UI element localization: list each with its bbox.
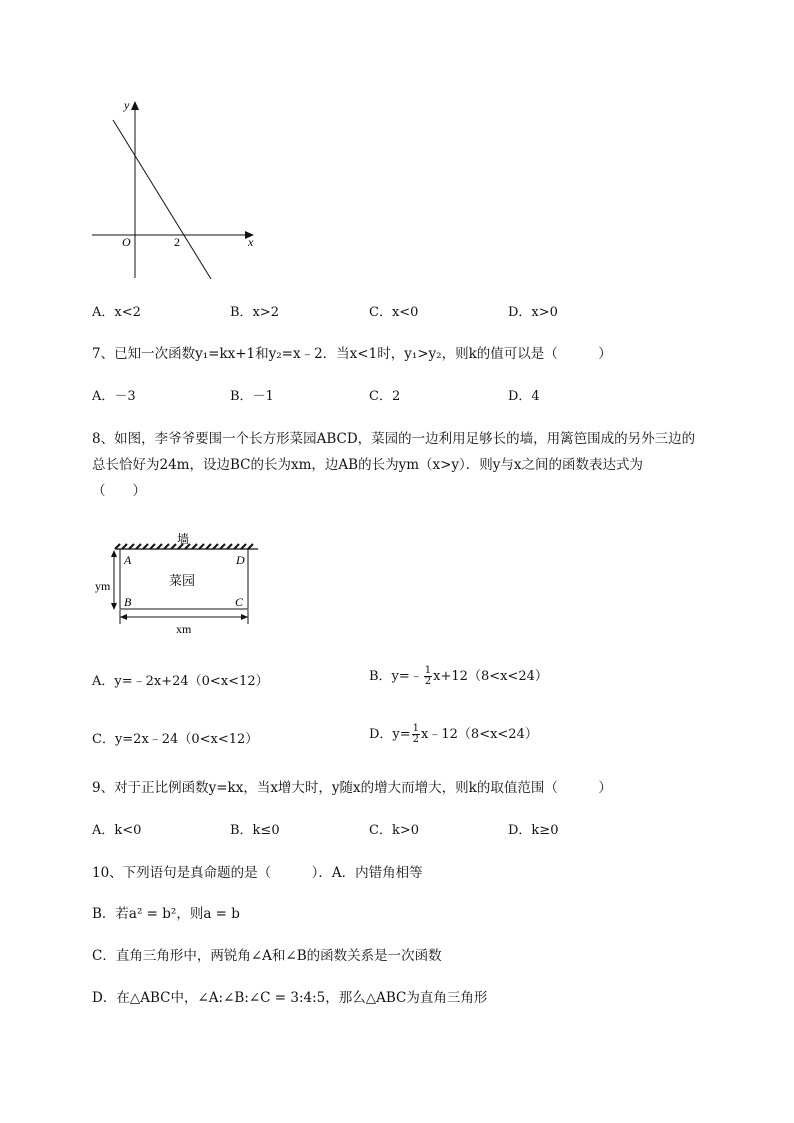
- x-length-label: xm: [176, 622, 192, 636]
- function-line: [113, 120, 211, 279]
- q8-option-b-prefix: B．y=﹣: [369, 669, 423, 684]
- y-dimension-arrow-top: [111, 550, 117, 557]
- q8-option-b-fraction: [424, 666, 432, 687]
- q8-garden-figure: [93, 530, 268, 640]
- q8-option-d-suffix: x﹣12（8<x<24）: [421, 727, 538, 742]
- q10-option-b: B．若a² = b²，则a = b: [92, 906, 240, 922]
- q6-line-graph: [88, 96, 263, 286]
- x-axis-label: x: [248, 235, 254, 249]
- vertex-c: C: [235, 595, 244, 609]
- q6-option-d: D．x>0: [508, 305, 558, 320]
- q8-option-b-suffix: x+12（8<x<24）: [433, 669, 548, 684]
- y-dimension-arrow-bottom: [111, 603, 117, 610]
- q7-option-a: A．－3: [92, 389, 136, 404]
- q8-stem-line3: （ ）: [92, 483, 146, 499]
- q9-option-a: A．k<0: [92, 823, 142, 838]
- garden-label: 菜园: [169, 574, 196, 589]
- q7-option-b: B．－1: [230, 389, 274, 404]
- q10-stem: 10、下列语句是真命题的是（ ）．A．内错角相等: [92, 865, 423, 881]
- q9-option-d: D．k≥0: [508, 823, 559, 838]
- y-length-label: ym: [95, 579, 111, 593]
- q8-option-d-fraction: [412, 724, 420, 745]
- y-axis-label: y: [124, 98, 130, 112]
- x-intercept-label: 2: [174, 235, 180, 249]
- q8-option-d: [369, 724, 538, 745]
- q8-option-b: [369, 666, 548, 687]
- q8-option-b-numerator: 1: [424, 665, 432, 676]
- q7-option-c: C．2: [369, 389, 401, 404]
- q9-option-b: B．k≤0: [230, 823, 280, 838]
- q6-option-a: A．x<2: [92, 305, 141, 320]
- x-dimension-arrow-left: [120, 614, 127, 620]
- q7-stem: 7、已知一次函数y₁=kx+1和y₂=x﹣2．当x<1时，y₁>y₂，则k的值可以是（ ）: [92, 346, 612, 362]
- q10-option-c: C．直角三角形中，两锐角∠A和∠B的函数关系是一次函数: [92, 948, 442, 964]
- origin-label: O: [122, 235, 131, 249]
- x-dimension-arrow-right: [241, 614, 248, 620]
- q8-option-d-denominator: 2: [412, 734, 420, 745]
- q7-option-d: D．4: [508, 389, 540, 404]
- q6-option-c: C．x<0: [369, 305, 419, 320]
- q9-stem: 9、对于正比例函数y=kx，当x增大时，y随x的增大而增大，则k的取值范围（ ）: [92, 780, 612, 796]
- q8-option-b-denominator: 2: [424, 676, 432, 687]
- q10-option-d: D．在△ABC中，∠A:∠B:∠C = 3:4:5，那么△ABC为直角三角形: [92, 990, 488, 1006]
- y-axis-arrow: [131, 101, 139, 110]
- q8-stem-line1: 8、如图，李爷爷要围一个长方形菜园ABCD，菜园的一边利用足够长的墙，用篱笆围成的另外三边的: [92, 431, 696, 447]
- vertex-d: D: [236, 553, 245, 567]
- q8-stem-line2: 总长恰好为24m，设边BC的长为xm，边AB的长为ym（x>y）．则y与x之间的函数表达式为: [92, 457, 644, 473]
- q6-option-b: B．x>2: [230, 305, 280, 320]
- q8-option-a: A．y=﹣2x+24（0<x<12）: [92, 674, 269, 689]
- q9-option-c: C．k>0: [369, 823, 419, 838]
- q8-option-d-numerator: 1: [412, 723, 420, 734]
- wall-label: 墙: [177, 532, 190, 546]
- q8-option-d-prefix: D．y=: [369, 727, 411, 742]
- vertex-b: B: [124, 595, 132, 609]
- vertex-a: A: [124, 553, 132, 567]
- q8-option-c: C．y=2x﹣24（0<x<12）: [92, 732, 259, 747]
